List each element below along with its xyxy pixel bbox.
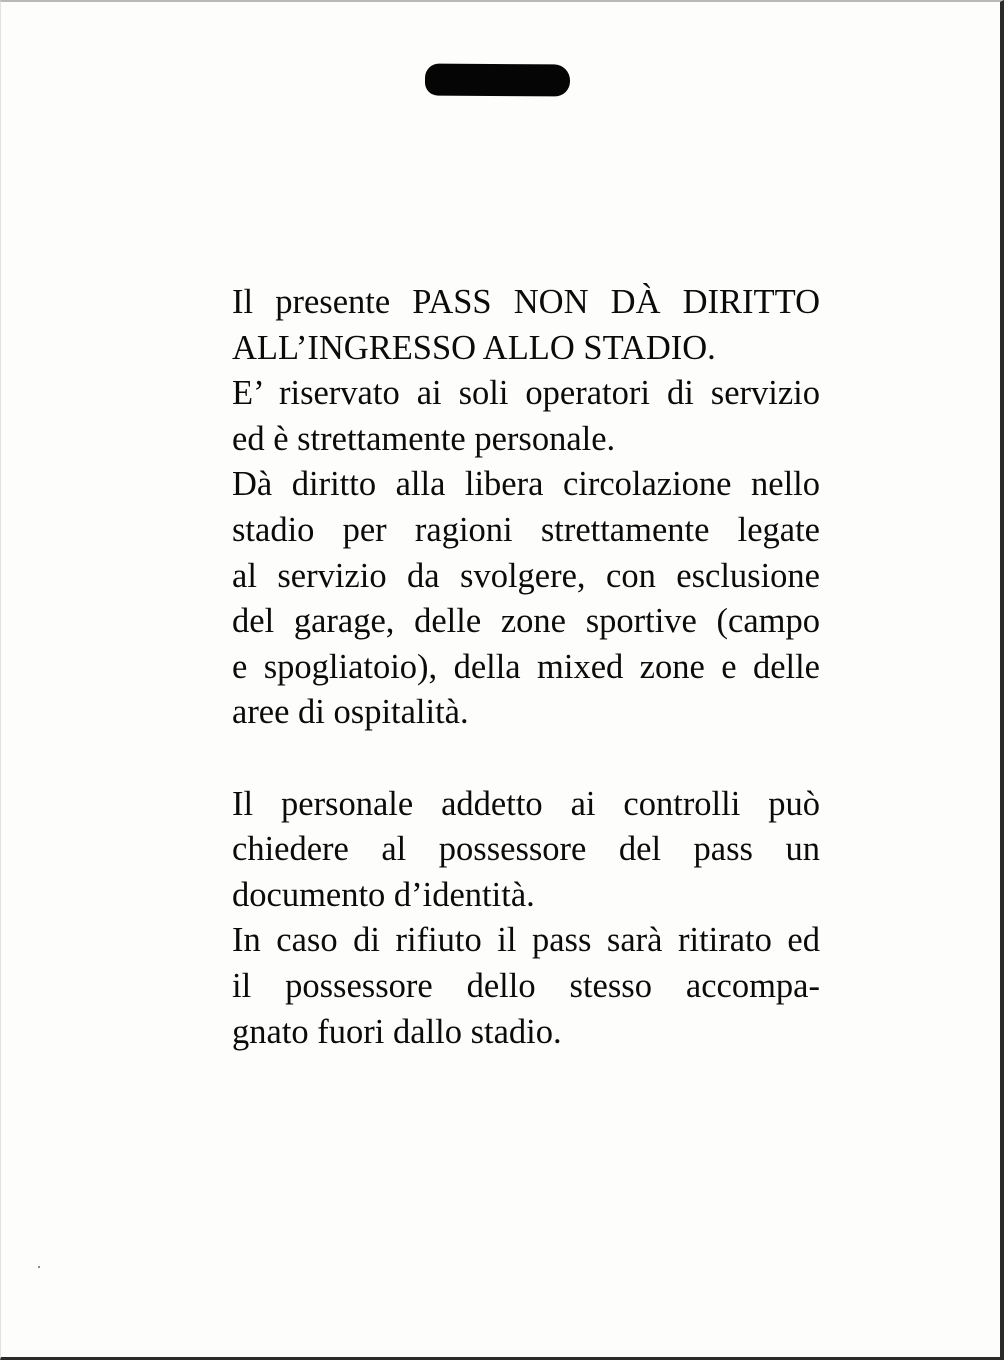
- terms-line: il possessore dello stesso accompa-: [232, 966, 820, 1005]
- terms-line: chiedere al possessore del pass un: [232, 830, 820, 869]
- terms-line: stadio per ragioni strettamente legate: [232, 510, 820, 549]
- terms-paragraph-1: [232, 280, 820, 736]
- paper-speck: [38, 1266, 40, 1268]
- terms-line: E’ riservato ai soli operatori di servizio: [232, 374, 820, 413]
- terms-line: ALL’INGRESSO ALLO STADIO.: [232, 328, 716, 367]
- terms-line: In caso di rifiuto il pass sarà ritirato ed: [232, 921, 820, 960]
- terms-line: aree di ospitalità.: [232, 693, 469, 732]
- paragraph-spacer: [232, 736, 820, 782]
- terms-line: del garage, delle zone sportive (campo: [232, 602, 820, 641]
- terms-line: gnato fuori dallo stadio.: [232, 1012, 562, 1051]
- terms-line: ed è strettamente personale.: [232, 419, 616, 458]
- terms-line: e spogliatoio), della mixed zone e delle: [232, 647, 820, 686]
- terms-line: Il personale addetto ai controlli può: [232, 784, 820, 823]
- lanyard-slot-hole: [425, 63, 570, 96]
- terms-paragraph-2: [232, 782, 820, 1056]
- terms-line: al servizio da svolgere, con esclusione: [232, 556, 820, 595]
- terms-line: Il presente PASS NON DÀ DIRITTO: [232, 283, 820, 321]
- terms-line: documento d’identità.: [232, 875, 535, 914]
- pass-terms-text: [232, 280, 820, 1055]
- terms-line: Dà diritto alla libera circolazione nello: [232, 465, 820, 504]
